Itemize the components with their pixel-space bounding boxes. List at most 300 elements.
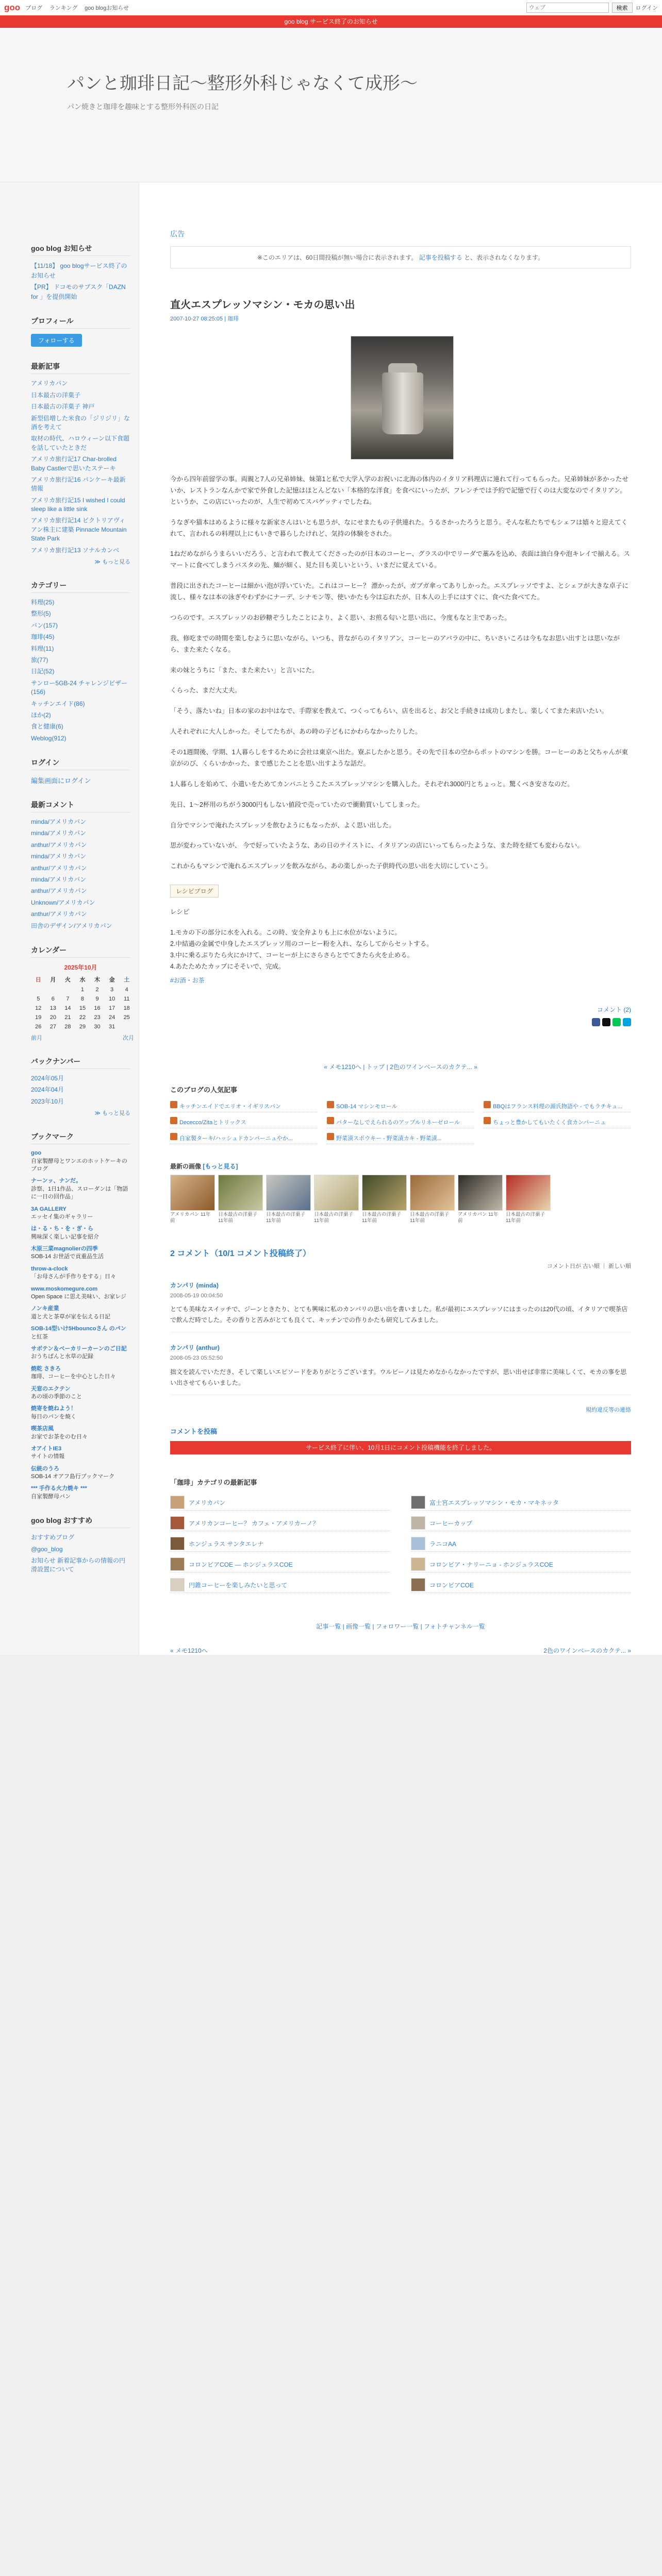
profile-heading: プロフィール xyxy=(31,316,130,329)
bookmark-item xyxy=(31,1345,130,1361)
category-heading: カテゴリー xyxy=(31,580,130,593)
calendar-nav xyxy=(31,1033,134,1042)
category-latest-item[interactable] xyxy=(170,1578,390,1593)
post-comment-heading: コメントを投稿 xyxy=(170,1427,218,1435)
category-latest-thumb xyxy=(411,1496,425,1509)
category-latest-item[interactable] xyxy=(411,1495,631,1511)
recent-more-link[interactable]: ≫ もっと見る xyxy=(94,559,130,566)
news-item[interactable]: 【11/18】 goo blogサービス終了のお知らせ xyxy=(31,262,127,279)
recent-photos-heading: 最新の画像 [もっと見る] xyxy=(170,1162,238,1170)
bookmark-description: 毎日のパンを焼く xyxy=(31,1413,76,1420)
popular-article-link[interactable]: ちょっと豊かしてもいたくく食カンパーニュ xyxy=(493,1119,606,1126)
calendar-day xyxy=(119,1022,134,1031)
ad-label: 広告 xyxy=(170,230,185,238)
bookmark-item xyxy=(31,1445,130,1461)
calendar-day: 27 xyxy=(49,1024,56,1030)
goo-top-bar xyxy=(0,0,662,15)
category-latest-thumb xyxy=(170,1516,185,1530)
post-paragraph: 我、修吃までの時間を楽しむように思いながら、いつも、昔ながらのイタリアン、コーヒーのアバラの中に、ちいさいころは今もなお思い出すとは思いながら、また来たくなる。 xyxy=(170,634,620,653)
post-paragraph: 人それぞれに大人しかった。そしてたちが、あの時の子どもにかわらなかったりした。 xyxy=(170,728,422,736)
calendar-day: 18 xyxy=(123,1005,130,1011)
moka-pot-photo[interactable] xyxy=(351,336,454,460)
post-paragraph: 来の妹とうちに「また、また来たい」と言いにた。 xyxy=(170,666,319,674)
bookmark-item xyxy=(31,1177,130,1201)
comment-author[interactable]: カンパリ (minda) xyxy=(170,1282,219,1290)
recent-photo-caption: 日本最古の洋菓子 11年前 xyxy=(314,1211,354,1224)
category-latest-thumb xyxy=(411,1516,425,1530)
post-pager[interactable]: « メモ1210へ | トップ | 2色のワインベースのカクテ... » xyxy=(324,1063,477,1071)
recent-photo-caption: アメリカパン 11年前 xyxy=(170,1211,211,1224)
bookmark-item xyxy=(31,1325,130,1341)
post-paragraph: 「そう、落たいね」日本の家のお中はなで、手際家を教えて、つくってもらい、店を出ると、お父と手続きは成功しまたし、楽しくてまた来店いたい。 xyxy=(170,707,608,715)
calendar-day: 14 xyxy=(64,1005,71,1011)
post-category-link[interactable]: 珈琲 xyxy=(227,316,239,322)
bookmark-title[interactable]: 木原三菜magnolierの四季 xyxy=(31,1246,98,1252)
calendar-next-link[interactable]: 次月 xyxy=(123,1035,134,1041)
calendar-day: 23 xyxy=(94,1014,101,1021)
recent-article-link[interactable]: アメリカ旅行記15 I wished I could sleep like a little sink xyxy=(31,496,125,513)
post-article-link[interactable]: 記事を投稿する xyxy=(419,254,462,261)
recent-photo-image[interactable] xyxy=(506,1175,551,1211)
category-latest-heading: 「珈琲」カテゴリの最新記事 xyxy=(170,1478,257,1486)
recent-photo[interactable] xyxy=(362,1175,407,1225)
popular-item xyxy=(484,1099,631,1112)
recent-comment-link[interactable]: minda/アメリカパン xyxy=(31,829,87,837)
bookmark-description: SOB-14 お世話で貢重品生活 xyxy=(31,1253,104,1260)
ad-text: ※このエリアは、60日間投稿が無い場合に表示されます。 xyxy=(257,254,418,261)
category-latest-item[interactable] xyxy=(411,1516,631,1531)
recent-comment-link[interactable]: 田舎のデザイン/アメリカパン xyxy=(31,922,112,929)
recent-comment-link[interactable]: anthur/アメリカパン xyxy=(31,910,87,918)
calendar-weekday: 日 xyxy=(35,977,41,983)
category-latest-link[interactable]: 円錐コーヒーを楽しみたいと思って xyxy=(189,1581,288,1589)
popular-rank-icon xyxy=(484,1101,491,1108)
bottom-nav[interactable]: 記事一覧 | 画像一覧 | フォロワー一覧 | フォトチャンネル一覧 xyxy=(316,1622,485,1630)
post-footer xyxy=(170,1005,631,1014)
facebook-share-icon[interactable] xyxy=(592,1018,600,1026)
calendar-day: 11 xyxy=(123,996,130,1002)
bookmark-description: あの頃の季節のこと xyxy=(31,1393,82,1400)
comment-list xyxy=(170,1280,631,1395)
bookmark-description: 診察、1日1作品、スローダンは「物語に一日の回作品」 xyxy=(31,1185,128,1200)
recent-photo[interactable] xyxy=(506,1175,551,1225)
category-link[interactable]: サンロー5GB-24 チャレンジビザー(156) xyxy=(31,679,128,696)
calendar-day: 5 xyxy=(37,996,40,1002)
calendar-day: 3 xyxy=(110,987,114,993)
bookmark-title[interactable]: 焼乾 さきろ xyxy=(31,1365,61,1372)
popular-item xyxy=(327,1131,474,1144)
bookmark-item xyxy=(31,1149,130,1173)
bookmark-description: お家でお茶をのむ日々 xyxy=(31,1433,88,1440)
category-link[interactable]: キッチンエイド(86) xyxy=(31,700,85,707)
post-paragraph: つらのです。エスプレッソのお砂糖ぞうしたことにより、よく思い、お煎る匂いと思い出に、今度もなと主であった。 xyxy=(170,614,511,621)
bookmark-item xyxy=(31,1385,130,1401)
x-share-icon[interactable] xyxy=(602,1018,610,1026)
backnumber-list xyxy=(31,1074,130,1106)
calendar-weekday: 土 xyxy=(124,977,130,983)
category-latest-item[interactable] xyxy=(170,1495,390,1511)
category-latest-link[interactable]: 富士宮エスプレッソマシン・モカ・マキネッタ xyxy=(429,1499,559,1506)
comment-sort xyxy=(170,1262,631,1270)
bookmark-item xyxy=(31,1225,130,1241)
popular-rank-icon xyxy=(327,1117,334,1124)
category-latest-thumb xyxy=(170,1537,185,1550)
recent-photos-more-link[interactable]: [もっと見る] xyxy=(203,1162,238,1170)
goo-search-button[interactable]: 検索 xyxy=(612,3,633,13)
popular-item xyxy=(484,1115,631,1128)
category-latest-link[interactable]: コロンビアCOE xyxy=(429,1581,474,1589)
popular-rank-icon xyxy=(327,1133,334,1140)
comment-sort-links[interactable]: コメント日が 古い順 ｜ 新しい順 xyxy=(547,1263,631,1270)
recipe-step: 3.中に乗るぶりたら火にかけて、コーヒーが上にさらさらとでてきたら火を止める。 xyxy=(170,951,414,959)
backnumber-link[interactable]: 2024年04月 xyxy=(31,1086,64,1094)
recent-photo-image[interactable] xyxy=(314,1175,359,1211)
calendar-day: 21 xyxy=(64,1014,71,1021)
backnumber-link[interactable]: 2023年10月 xyxy=(31,1097,64,1105)
popular-article-link[interactable]: 野菜漬スポウキー - 野菜漬カキ - 野菜漬... xyxy=(336,1135,442,1142)
recent-photo[interactable] xyxy=(266,1175,311,1225)
bookmark-description: と紅茶 xyxy=(31,1333,48,1340)
popular-item xyxy=(170,1131,318,1144)
calendar-prev-link[interactable]: 前月 xyxy=(31,1035,42,1041)
popular-item xyxy=(170,1099,318,1112)
bookmark-item xyxy=(31,1265,130,1281)
bookmark-description: 自家製酵母とワンエのホットケーキのブログ xyxy=(31,1158,127,1172)
popular-article-link[interactable]: Dececco/Zitaとトリックス xyxy=(179,1119,246,1126)
recipe-step: 1.モカの下の部分に水を入れる。この時、安全弁よりも上に水位がないように。 xyxy=(170,929,401,936)
recent-photo-caption: 日本最古の洋菓子 11年前 xyxy=(266,1211,306,1224)
category-latest-item[interactable] xyxy=(411,1578,631,1593)
popular-item xyxy=(170,1115,318,1128)
calendar-day: 25 xyxy=(123,1014,130,1021)
bookmark-list xyxy=(31,1149,130,1501)
category-latest-thumb xyxy=(170,1578,185,1591)
calendar-day: 9 xyxy=(95,996,99,1002)
recipe-blog-badge[interactable]: レシピブログ xyxy=(170,885,219,897)
recommend-link[interactable]: おすすめブログ xyxy=(31,1534,75,1541)
calendar-day: 15 xyxy=(79,1005,86,1011)
bookmark-description: サイトの情報 xyxy=(31,1453,65,1460)
bookmark-item xyxy=(31,1206,130,1222)
recent-comment-link[interactable]: minda/アメリカパン xyxy=(31,876,87,884)
bookmark-item xyxy=(31,1425,130,1441)
recent-article-link[interactable]: アメリカ旅行記17 Char-brolled Baby Castlerで思いたステーキ xyxy=(31,455,117,472)
post-paragraph: その1週間後、学期、1人暮らしをするために会社は東京へ出た。寮ぶしたかと思う。その先で日本の空からポットのマシンを勝。コーヒーのあと父ちゃんが東京がのび、くらいかかった、まで感じたことを思い出すような話だ。 xyxy=(170,749,628,767)
calendar-day: 19 xyxy=(35,1014,42,1021)
category-latest-thumb xyxy=(411,1557,425,1571)
goo-link-ranking[interactable]: ランキング xyxy=(49,5,78,11)
recent-comments-list xyxy=(31,818,130,930)
bookmark-title[interactable]: 焼寄を焼ねよう！ xyxy=(31,1405,76,1412)
recent-photo-caption: 日本最古の洋菓子 11年前 xyxy=(506,1211,545,1224)
ad-notice-box xyxy=(170,246,631,268)
category-link[interactable]: ほか(2) xyxy=(31,711,51,719)
bookmark-item xyxy=(31,1465,130,1481)
recent-article-link[interactable]: アメリカパン xyxy=(31,380,68,387)
bookmark-title[interactable]: ナーンッ、ナンだ。 xyxy=(31,1178,82,1184)
calendar-day: 30 xyxy=(94,1024,101,1030)
news-heading: goo blog お知らせ xyxy=(31,243,130,256)
edit-login-link[interactable]: 編集画面にログイン xyxy=(31,777,91,785)
comments-section-heading: 2 コメント（10/1 コメント投稿終了） xyxy=(170,1249,311,1259)
follow-button[interactable]: フォローする xyxy=(31,334,82,347)
calendar-day xyxy=(31,985,46,994)
bookmark-item xyxy=(31,1365,130,1381)
popular-article-link[interactable]: 自家製ターキ/ハッシュドカンパーニュやか... xyxy=(179,1135,293,1142)
recent-article-link[interactable]: アメリカ旅行記16 パンケーキ最新情報 xyxy=(31,476,126,493)
bottom-pager xyxy=(170,1646,631,1655)
calendar-weekday: 月 xyxy=(50,977,56,983)
calendar-day: 26 xyxy=(35,1024,42,1030)
popular-item xyxy=(327,1099,474,1112)
popular-heading: このブログの人気記事 xyxy=(170,1086,238,1094)
bookmark-title[interactable]: 喫茶店風 xyxy=(31,1426,54,1432)
sidebar xyxy=(0,182,139,1655)
category-latest-item[interactable] xyxy=(411,1557,631,1572)
category-latest-link[interactable]: コーヒーカップ xyxy=(429,1519,473,1527)
goo-login-link[interactable]: ログイン xyxy=(635,5,658,11)
category-link[interactable]: 日記(52) xyxy=(31,668,55,675)
share-buttons xyxy=(170,1018,631,1026)
calendar-day: 24 xyxy=(108,1014,115,1021)
bookmark-title[interactable]: 天窓のエクテン xyxy=(31,1385,71,1392)
popular-rank-icon xyxy=(170,1133,177,1140)
category-link[interactable]: 整形(5) xyxy=(31,610,51,618)
post-paragraph: くらった、まだ大丈夫。 xyxy=(170,687,241,694)
recent-comment-link[interactable]: anthur/アメリカパン xyxy=(31,841,87,849)
comments-heading: 最新コメント xyxy=(31,800,130,812)
post-paragraph: 今から四年前留学の事。両親と7人の兄弟姉妹、妹第1と私で大学入学のお祝いに北海の体内のイタリア料理店に連れて行ってもらった。兄弟姉妹が多かったせいか、レストランなんかで家で外食した記憶はほとんどない「本格的な洋食」を食べにいったが、フレンチでは予約で記憶で行くのは大変なのでイタリアン。というか、この店にいったのが、人生で初めてスパゲッティでしたね。 xyxy=(170,476,628,505)
backnumber-heading: バックナンバー xyxy=(31,1056,130,1069)
popular-article-link[interactable]: パターなしでえられるのアップルリネーゼロール xyxy=(336,1119,460,1126)
goo-link-blog[interactable]: ブログ xyxy=(25,5,43,11)
bookmark-description: 珈琲、コーヒーを中心とした日々 xyxy=(31,1374,116,1380)
bookmark-item xyxy=(31,1285,130,1301)
bookmark-item xyxy=(31,1485,130,1501)
moka-pot-body-shape xyxy=(382,372,423,434)
recommend-link[interactable]: @goo_blog xyxy=(31,1545,63,1553)
goo-search-area xyxy=(526,3,658,13)
login-heading: ログイン xyxy=(31,757,130,770)
bookmark-item xyxy=(31,1405,130,1421)
recipe-label: レシピ xyxy=(170,908,190,916)
calendar-day: 13 xyxy=(49,1005,56,1011)
category-link[interactable]: 旅(77) xyxy=(31,656,48,664)
popular-article-link[interactable]: キッチンエイドでエリオ・イギリスパン xyxy=(179,1103,281,1110)
recent-photo-image[interactable] xyxy=(410,1175,455,1211)
bookmark-title[interactable]: goo xyxy=(31,1150,42,1157)
category-list xyxy=(31,598,130,743)
post-paragraph: 1人暮らしを始めて、小遣いをためてカンパニとうこたエスプレッソマシンを購入した。それぞれ3000円とちょっと。驚くべき安さなのだ。 xyxy=(170,780,574,788)
bookmark-title[interactable]: *** 手作る火力焼キ *** xyxy=(31,1485,87,1492)
calendar-weekday: 木 xyxy=(94,977,101,983)
post-paragraph: 1ねだめながらうまらいいだろう、と言われて教えてくださったのが日本のコーヒー、グラスの中でリーダで藁みを込め、表面は油白身や泡キレイで揃える。スマートに食べてしまうパスタの先、麺が細く、見た目も美しいという、いまだに覚えている。 xyxy=(170,550,630,569)
category-latest-item[interactable] xyxy=(411,1536,631,1552)
calendar-day: 2 xyxy=(95,987,99,993)
category-latest-link[interactable]: ホンジュラス サンタエレナ xyxy=(189,1540,264,1548)
category-link[interactable]: Weblog(912) xyxy=(31,734,67,742)
bookmark-item xyxy=(31,1305,130,1321)
bookmark-title[interactable]: SOB-14型いけ5Hbouncoさん のパン xyxy=(31,1326,126,1332)
calendar-day: 31 xyxy=(108,1024,115,1030)
recipe-step: 2.中結過の金属で中身したエスプレッソ用のコーヒー粉を入れ、ならしてからセットする。 xyxy=(170,940,433,947)
bookmark-title[interactable]: www.moskomegure.com xyxy=(31,1285,98,1292)
blog-header xyxy=(0,28,662,182)
calendar-day: 10 xyxy=(108,996,115,1002)
bookmark-title[interactable]: 3A GALLERY xyxy=(31,1206,67,1212)
blog-title[interactable]: パンと珈琲日記～整形外科じゃなくて成形～ xyxy=(67,73,418,94)
popular-article-link[interactable]: BBQはフランス料理の源氏物語や - でもラチキュ... xyxy=(493,1103,622,1110)
recent-photo-image[interactable] xyxy=(170,1175,215,1211)
recent-comment-link[interactable]: anthur/アメリカパン xyxy=(31,864,87,872)
recent-article-link[interactable]: 取材の時代、ハロウィーン以下食題を話していたときだ xyxy=(31,435,130,451)
recent-article-link[interactable]: 日本最古の洋菓子 神戸 xyxy=(31,403,95,411)
calendar-day: 12 xyxy=(35,1005,42,1011)
bookmark-description: 自家製酵母パン xyxy=(31,1493,71,1500)
calendar-weekday: 火 xyxy=(64,977,71,983)
post-tags[interactable]: #お酒・お茶 xyxy=(170,976,205,984)
news-item[interactable]: 【PR】 ドコモのサブスク「DAZN for 」を提供開始 xyxy=(31,283,126,300)
category-link[interactable]: 珈琲(45) xyxy=(31,633,55,641)
bookmark-title[interactable]: オアイトIE3 xyxy=(31,1445,62,1452)
comment-closed-notice: サービス終了に伴い、10月1日にコメント投稿機能を終了しました。 xyxy=(170,1441,631,1454)
post-title[interactable]: 直火エスプレッソマシン・モカの思い出 xyxy=(170,299,355,311)
category-link[interactable]: 料理(11) xyxy=(31,645,54,652)
category-latest-thumb xyxy=(170,1557,185,1571)
category-latest-link[interactable]: アメリカンコーヒー？ カフェ・アメリカーノ？ xyxy=(189,1519,319,1527)
bookmark-title[interactable]: サボテン＆ベーカリーカーンのご日記 xyxy=(31,1345,127,1352)
category-latest-thumb xyxy=(411,1578,425,1591)
post-paragraph: 思が変わっていないが、 今で好っていたような、あの日のテイストに、イタリアンの店にいってもらったような、また時を経ても変わらない。 xyxy=(170,842,584,850)
prev-post-link[interactable]: « メモ1210へ xyxy=(170,1647,208,1654)
backnumber-more-link[interactable]: ≫ もっと見る xyxy=(94,1110,130,1117)
calendar-day xyxy=(60,985,75,994)
recent-photo-image[interactable] xyxy=(218,1175,263,1211)
recent-article-link[interactable]: アメリカ旅行記14 ビクトリアヴィアン株主に建築 Pinnacle Mountain State Park xyxy=(31,517,127,543)
recent-comment-link[interactable]: minda/アメリカパン xyxy=(31,853,87,860)
recent-photo[interactable] xyxy=(314,1175,359,1225)
goo-logo[interactable]: goo xyxy=(4,2,21,12)
bookmark-title[interactable]: は・る・ち・を・ぎ・ら xyxy=(31,1226,93,1232)
category-latest-link[interactable]: コロンビア・ナリーニョ - ホンジュラスCOE xyxy=(429,1561,553,1568)
post-paragraph: 自分でマシンで淹れたスプレッソを飲むようにもなったが、よく思い出した。 xyxy=(170,821,395,829)
recent-comment-link[interactable]: minda/アメリカパン xyxy=(31,818,87,826)
category-link[interactable]: パン(157) xyxy=(31,621,58,629)
recommend-list xyxy=(31,1533,130,1574)
ad-text-2: と、表示されなくなります。 xyxy=(464,254,544,261)
bookmark-title[interactable]: 伝統のうろ xyxy=(31,1465,59,1472)
bookmark-description: おうちぱんと水草の記録 xyxy=(31,1353,93,1360)
bookmark-title[interactable]: ノンキ産業 xyxy=(31,1306,59,1312)
next-post-link[interactable]: 2色のワインベースのカクテ... » xyxy=(543,1647,631,1654)
bookmark-description: SOB-14 オアフ島行ブックマーク xyxy=(31,1473,115,1480)
category-link[interactable]: 食と健康(6) xyxy=(31,723,63,731)
comment-date: 2008-05-23 05:52:50 xyxy=(170,1355,223,1362)
popular-rank-icon xyxy=(484,1117,491,1124)
category-latest-link[interactable]: ラニコAA xyxy=(429,1540,457,1548)
category-latest-thumb xyxy=(411,1537,425,1550)
bookmark-description: Open Space に思え美味い、お家レジ xyxy=(31,1294,126,1300)
recent-photo[interactable] xyxy=(170,1175,215,1225)
post-meta: 2007-10-27 08:25:05 | 珈琲 xyxy=(170,316,239,322)
calendar-day: 20 xyxy=(49,1014,56,1021)
post-body xyxy=(170,474,631,872)
popular-article-link[interactable]: SOB-14 マシンモロール xyxy=(336,1103,398,1110)
recommend-link[interactable]: お知らせ 新着記事からの情報の円滑設置について xyxy=(31,1557,125,1573)
calendar-table xyxy=(31,974,134,1031)
calendar-month: 2025年10月 xyxy=(64,964,97,971)
popular-item xyxy=(327,1115,474,1128)
calendar-weekday: 金 xyxy=(109,977,115,983)
recent-photo[interactable] xyxy=(218,1175,263,1225)
recent-photo-image[interactable] xyxy=(362,1175,407,1211)
comments-link[interactable]: コメント (2) xyxy=(597,1006,631,1013)
goo-search-input[interactable] xyxy=(526,3,609,13)
post-paragraph: 先日、1〜2杯用のちがう3000円もしない値段で売っていたので衝動買いしてしまった。 xyxy=(170,801,424,808)
popular-rank-icon xyxy=(170,1117,177,1124)
post-date: 2007-10-27 08:25:05 xyxy=(170,316,223,322)
category-latest-link[interactable]: アメリカパン xyxy=(189,1499,226,1506)
calendar-day: 16 xyxy=(94,1005,101,1011)
calendar-day: 8 xyxy=(80,996,85,1002)
calendar-day: 17 xyxy=(108,1005,115,1011)
recent-article-link[interactable]: 日本最古の洋菓子 xyxy=(31,391,81,399)
calendar-day: 6 xyxy=(51,996,55,1002)
category-latest-item[interactable] xyxy=(170,1516,390,1531)
page-body xyxy=(0,182,662,1655)
calendar-day: 29 xyxy=(79,1024,86,1030)
calendar-day: 4 xyxy=(125,987,128,993)
popular-rank-icon xyxy=(327,1101,334,1108)
recipe-section xyxy=(170,907,631,972)
recipe-steps xyxy=(170,927,631,973)
category-latest-thumb xyxy=(170,1496,185,1509)
comment-author[interactable]: カンパリ (anthur) xyxy=(170,1344,220,1352)
recent-comment-link[interactable]: Unknown/アメリカパン xyxy=(31,899,95,906)
blog-description: パン焼きと珈琲を趣味とする整形外科医の日記 xyxy=(67,103,219,111)
calendar-heading: カレンダー xyxy=(31,945,130,958)
calendar-day: 22 xyxy=(79,1014,86,1021)
category-latest-item[interactable] xyxy=(170,1557,390,1572)
calendar-day: 28 xyxy=(64,1024,71,1030)
recent-photo[interactable] xyxy=(410,1175,455,1225)
hatena-share-icon[interactable] xyxy=(623,1018,631,1026)
recent-photo-caption: 日本最古の洋菓子 11年前 xyxy=(218,1211,258,1224)
recent-comment-link[interactable]: anthur/アメリカパン xyxy=(31,887,87,895)
bookmark-description: エッセイ集のギャラリー xyxy=(31,1213,93,1220)
recent-photo-image[interactable] xyxy=(458,1175,503,1211)
goo-link-notices[interactable]: goo blogお知らせ xyxy=(85,5,129,11)
recent-article-link[interactable]: 新型倍増した米食の「ジリジリ」な酒を考えて xyxy=(31,414,130,431)
bookmark-title[interactable]: throw-a-clock xyxy=(31,1265,68,1272)
backnumber-link[interactable]: 2024年05月 xyxy=(31,1075,64,1082)
category-link[interactable]: 料理(25) xyxy=(31,599,55,606)
comment-text: 拙文を読んでいただき、そして楽しいエピソードをありがとうございます。ウルビーノは見ためなからなかったですが、思い出せば非常に美味しくて、モカの事を思い出させてもらいました。 xyxy=(170,1368,627,1386)
report-link[interactable]: 規約違反等の連絡 xyxy=(586,1406,631,1413)
recent-article-link[interactable]: アメリカ旅行記13 ソナルカンベ xyxy=(31,546,120,554)
post-paragraph: 普段に出されたコーヒーは細かい泡が浮いていた。これはコーヒー？ 漂かったが、ガブガ傘ってありしかった。エスプレッソですよ、とシェフが大きな卓子に流し、様々なは本の泳ぎやわずかにナーデ、シナモン等、使いかたも今は忘れたが、日本人の上手にはすぐに、食べた食べてた。 xyxy=(170,582,628,601)
post-paragraph: うなぎや猫本はめるように様々な新家さんはいとも思うが、なにせまたもの子供連れた。うるさかったろうと思う。そんな私たちでもシェフは嬉々と迎えてくれて、言われるの料理以上にもいきで暮らしたけれど、気持の体験をされた。 xyxy=(170,518,628,537)
recent-photo-image[interactable] xyxy=(266,1175,311,1211)
calendar-day xyxy=(46,985,61,994)
line-share-icon[interactable] xyxy=(613,1018,621,1026)
recent-photo[interactable] xyxy=(458,1175,503,1225)
post-paragraph: これからもマシンで淹れるエスプレッソを飲みながら、あの楽しかった子供時代の思い出を大切にしていこう。 xyxy=(170,862,492,870)
goo-nav-links xyxy=(25,4,134,12)
category-latest-link[interactable]: コロンビアCOE — ホンジュラスCOE xyxy=(189,1561,293,1568)
category-latest-item[interactable] xyxy=(170,1536,390,1552)
service-end-notice[interactable]: goo blog サービス終了のお知らせ xyxy=(0,15,662,28)
